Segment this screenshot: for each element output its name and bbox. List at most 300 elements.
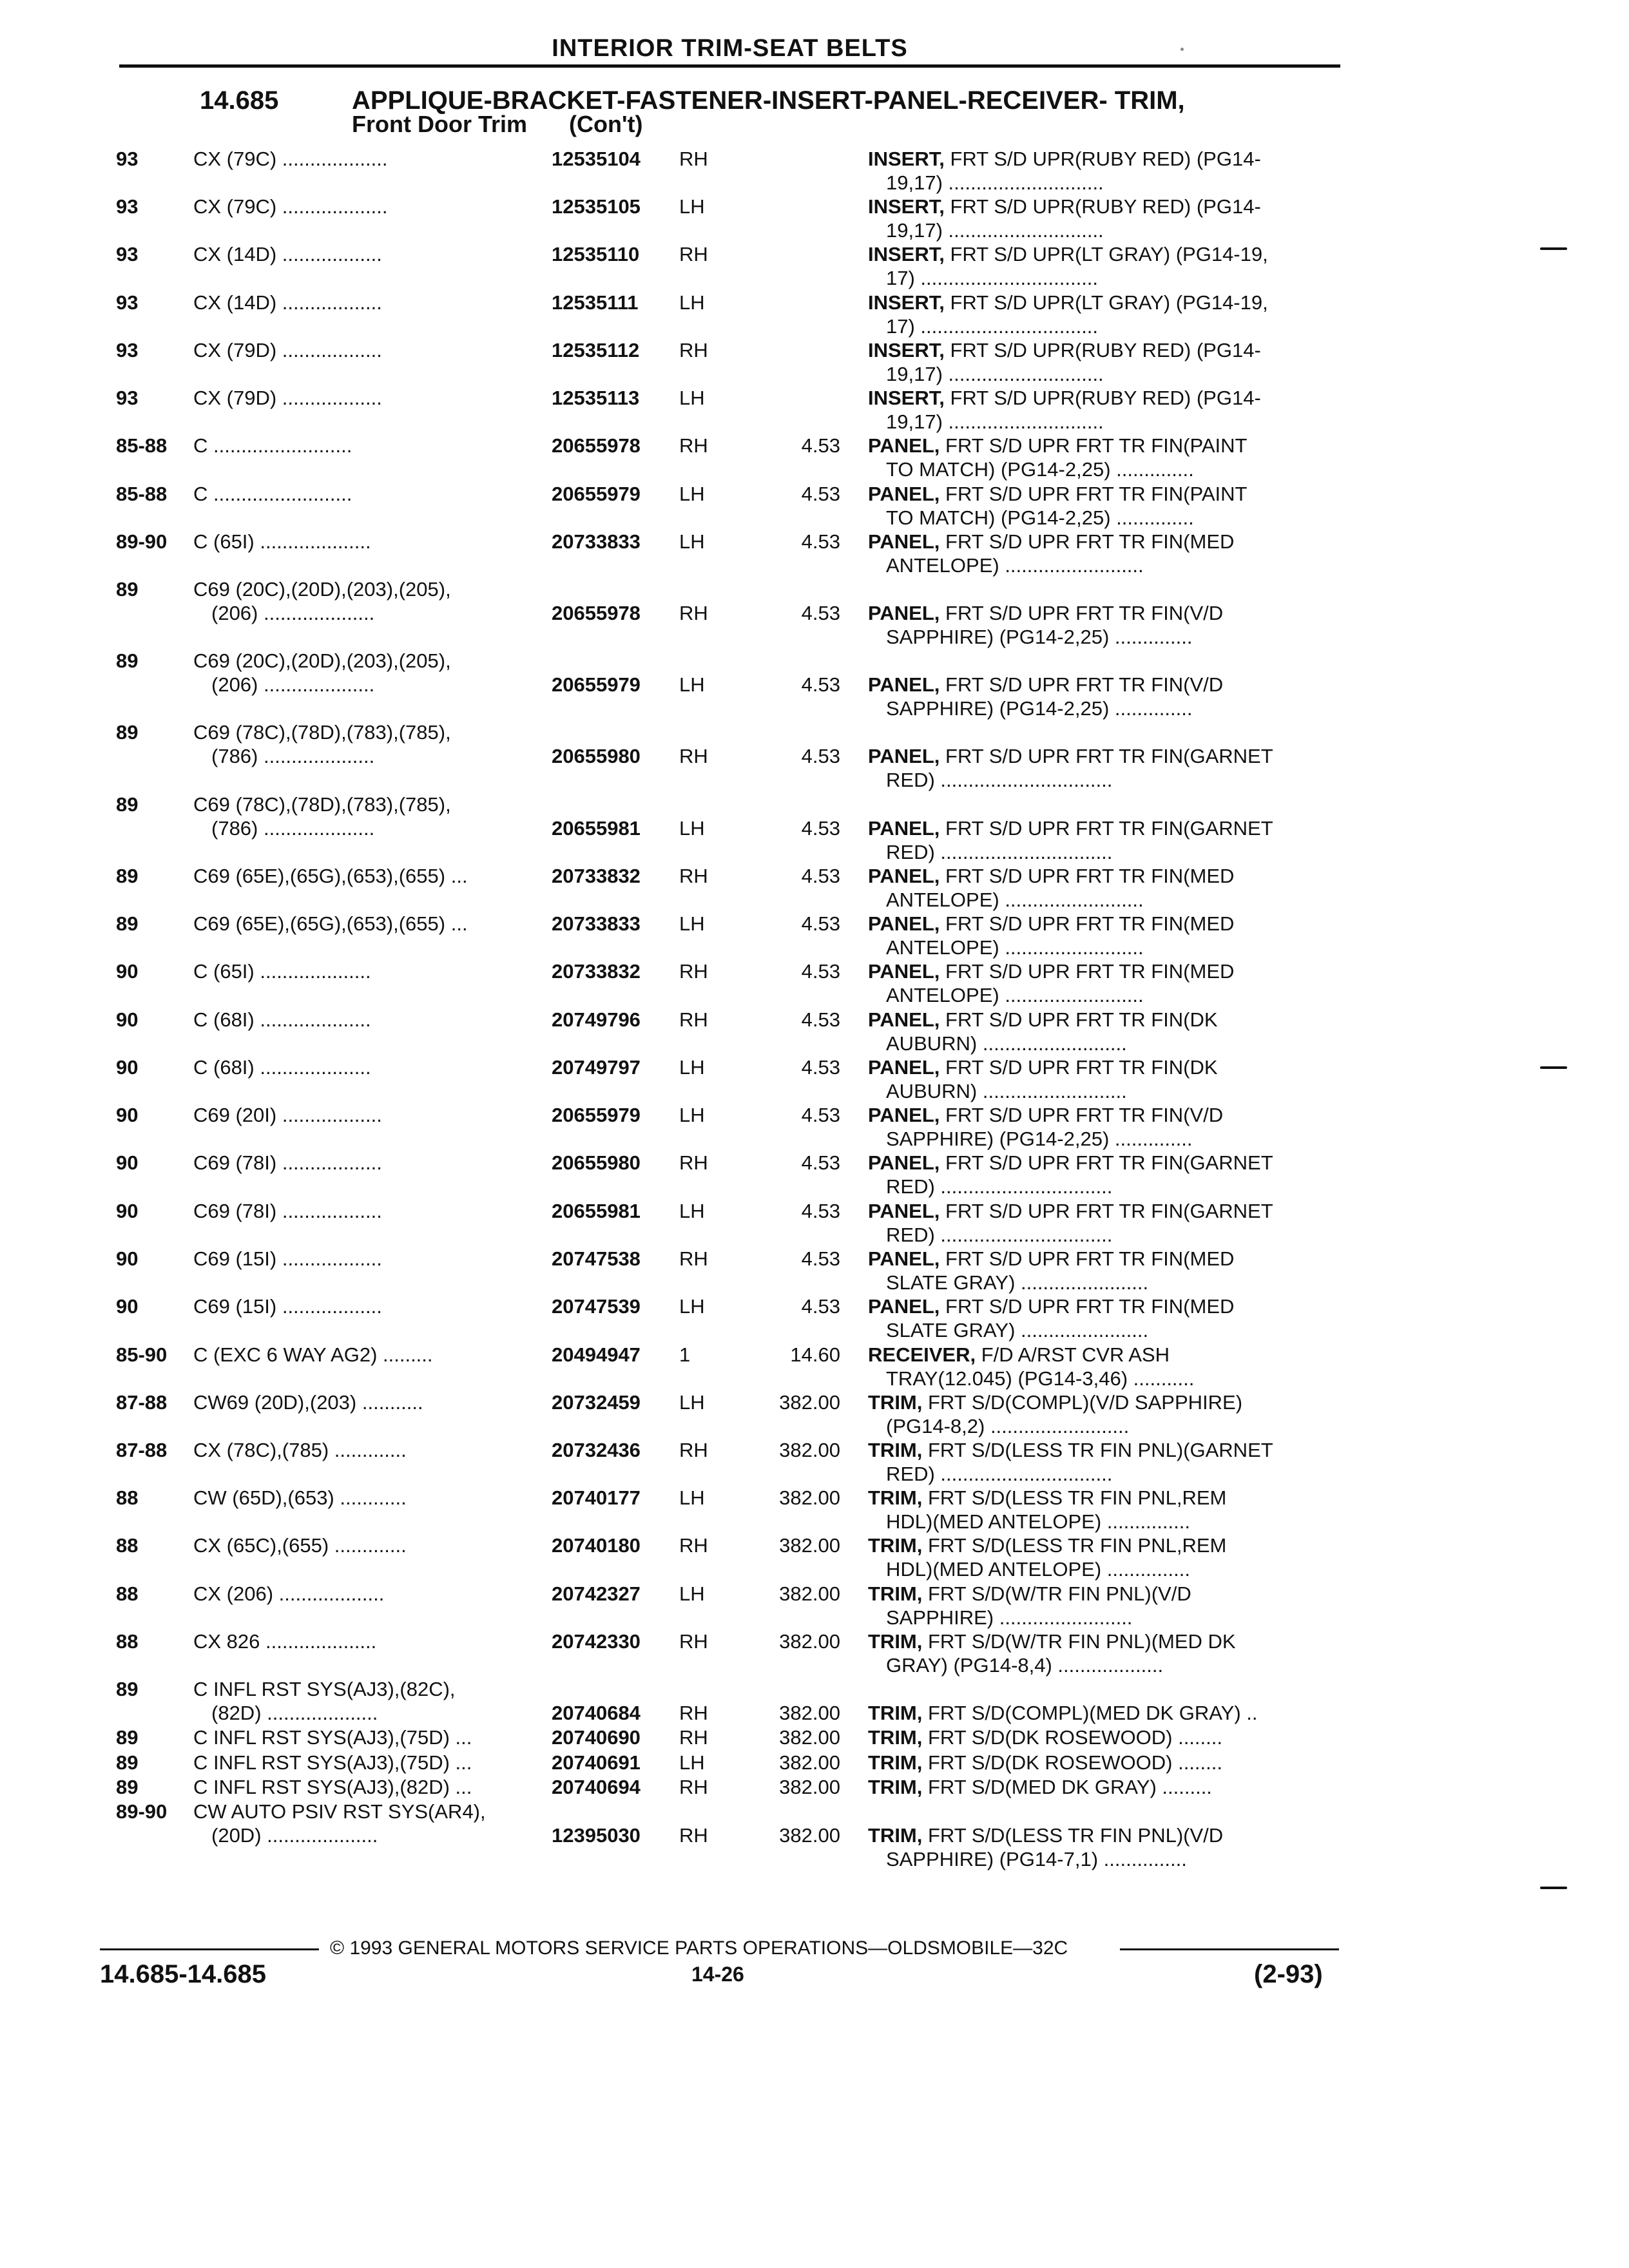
side-or-quantity: RH — [679, 434, 708, 457]
side-or-quantity: RH — [679, 745, 708, 767]
parts-row — [0, 1055, 1629, 1103]
part-description — [868, 434, 1332, 457]
parts-row — [0, 242, 1629, 290]
part-keyword: TRIM, — [868, 1534, 923, 1557]
model-line: CX (65C),(655) ............. — [193, 1534, 407, 1557]
model-line: CW (65D),(653) ............ — [193, 1486, 407, 1509]
part-description-continued: RED) ............................... — [886, 1175, 1113, 1198]
parts-row — [0, 1533, 1629, 1581]
model-line: C69 (78C),(78D),(783),(785), — [193, 721, 451, 744]
parts-row — [0, 386, 1629, 434]
model-line: C69 (20C),(20D),(203),(205), — [193, 578, 451, 601]
part-number: 20740177 — [552, 1486, 641, 1509]
part-number: 20655979 — [552, 673, 641, 696]
model-line: C INFL RST SYS(AJ3),(75D) ... — [193, 1726, 472, 1749]
part-description — [868, 242, 1332, 266]
part-description-text: FRT S/D UPR FRT TR FIN(MED — [940, 912, 1235, 935]
part-keyword: TRIM, — [868, 1726, 923, 1749]
list-price: 4.53 — [801, 1151, 840, 1174]
model-line: C69 (65E),(65G),(653),(655) ... — [193, 865, 468, 887]
list-price: 382.00 — [779, 1391, 840, 1414]
part-number: 12535112 — [552, 339, 640, 361]
part-description-continued: RED) ............................... — [886, 1463, 1113, 1485]
parts-row — [0, 1677, 1629, 1725]
part-description — [868, 1055, 1332, 1079]
part-description-continued: RED) ............................... — [886, 769, 1113, 791]
parts-row — [0, 1247, 1629, 1294]
part-description — [868, 291, 1332, 314]
part-number: 20733832 — [552, 960, 641, 983]
side-or-quantity: RH — [679, 148, 708, 170]
model-line: C (EXC 6 WAY AG2) ......... — [193, 1343, 433, 1366]
section-number: 14.685 — [200, 86, 279, 115]
list-price: 4.53 — [801, 483, 840, 505]
list-price: 382.00 — [779, 1751, 840, 1774]
parts-row — [0, 147, 1629, 195]
list-price: 4.53 — [801, 745, 840, 767]
part-description-continued: SAPPHIRE) (PG14-2,25) .............. — [886, 626, 1193, 648]
model-year: 85-88 — [116, 483, 168, 505]
parts-row — [0, 1008, 1629, 1055]
side-or-quantity: LH — [679, 912, 705, 935]
side-or-quantity: RH — [679, 602, 708, 624]
part-description — [868, 1008, 1332, 1032]
side-or-quantity: RH — [679, 339, 708, 361]
model-year: 89 — [116, 578, 139, 601]
model-year: 93 — [116, 243, 139, 265]
part-number: 20655978 — [552, 602, 641, 624]
part-number: 20655979 — [552, 483, 641, 505]
part-description-text: FRT S/D(MED DK GRAY) ......... — [922, 1776, 1212, 1798]
part-description-text: FRT S/D UPR FRT TR FIN(MED — [940, 865, 1235, 887]
footer-date: (2-93) — [1254, 1960, 1323, 1988]
model-year: 87-88 — [116, 1391, 168, 1414]
model-line: C69 (78I) .................. — [193, 1151, 382, 1174]
model-year: 93 — [116, 291, 139, 314]
part-description-text: FRT S/D UPR FRT TR FIN(V/D — [940, 1104, 1224, 1126]
part-keyword: INSERT, — [868, 387, 945, 409]
part-description-continued: SAPPHIRE) (PG14-2,25) .............. — [886, 697, 1193, 720]
part-description — [868, 147, 1332, 171]
part-description — [868, 338, 1332, 362]
part-number: 12535110 — [552, 243, 640, 265]
part-description-continued: 19,17) ............................ — [886, 171, 1104, 194]
part-description-continued: SLATE GRAY) ....................... — [886, 1319, 1149, 1341]
section-title: APPLIQUE-BRACKET-FASTENER-INSERT-PANEL-RECEIVER- TRIM, — [352, 86, 1185, 115]
model-year: 90 — [116, 1008, 139, 1031]
part-description — [868, 744, 1332, 768]
part-description — [868, 601, 1332, 625]
parts-row — [0, 1800, 1629, 1870]
model-year: 85-90 — [116, 1343, 168, 1366]
part-keyword: PANEL, — [868, 1247, 940, 1270]
list-price: 382.00 — [779, 1534, 840, 1557]
list-price: 4.53 — [801, 865, 840, 887]
part-description-text: FRT S/D(DK ROSEWOOD) ........ — [922, 1751, 1222, 1774]
parts-row — [0, 1294, 1629, 1342]
model-line: C INFL RST SYS(AJ3),(82D) ... — [193, 1776, 472, 1798]
list-price: 4.53 — [801, 1104, 840, 1126]
part-description-text: FRT S/D(COMPL)(MED DK GRAY) .. — [922, 1702, 1258, 1724]
model-line: C69 (20I) .................. — [193, 1104, 382, 1126]
part-number: 12535113 — [552, 387, 640, 409]
part-description — [868, 482, 1332, 506]
model-year: 89 — [116, 1726, 139, 1749]
part-description-continued: SAPPHIRE) (PG14-7,1) ............... — [886, 1848, 1187, 1870]
parts-row — [0, 720, 1629, 791]
part-description-text: FRT S/D UPR(RUBY RED) (PG14- — [944, 339, 1261, 361]
part-keyword: TRIM, — [868, 1751, 923, 1774]
part-description — [868, 1582, 1332, 1606]
part-number: 20655981 — [552, 1200, 641, 1222]
side-or-quantity: LH — [679, 387, 705, 409]
part-keyword: PANEL, — [868, 1295, 940, 1318]
side-or-quantity: LH — [679, 195, 705, 218]
part-number: 20749797 — [552, 1056, 641, 1079]
list-price: 4.53 — [801, 530, 840, 553]
model-year: 90 — [116, 1247, 139, 1270]
part-description-continued: GRAY) (PG14-8,4) ................... — [886, 1654, 1164, 1677]
part-description — [868, 1151, 1332, 1175]
side-or-quantity: LH — [679, 291, 705, 314]
part-description — [868, 1775, 1332, 1799]
model-year: 89 — [116, 1751, 139, 1774]
part-description-text: FRT S/D UPR FRT TR FIN(GARNET — [940, 817, 1273, 840]
part-description — [868, 1533, 1332, 1557]
part-description-continued: 17) ................................ — [886, 315, 1099, 338]
model-year: 93 — [116, 339, 139, 361]
model-year: 88 — [116, 1582, 139, 1605]
part-number: 20732459 — [552, 1391, 641, 1414]
side-or-quantity: RH — [679, 1151, 708, 1174]
part-number: 20655981 — [552, 817, 641, 840]
list-price: 4.53 — [801, 673, 840, 696]
model-year: 90 — [116, 1104, 139, 1126]
list-price: 4.53 — [801, 1247, 840, 1270]
part-description — [868, 1701, 1332, 1725]
list-price: 4.53 — [801, 1200, 840, 1222]
model-year: 89 — [116, 721, 139, 744]
part-description-continued: HDL)(MED ANTELOPE) ............... — [886, 1510, 1190, 1533]
list-price: 382.00 — [779, 1486, 840, 1509]
model-year: 88 — [116, 1534, 139, 1557]
part-description — [868, 530, 1332, 553]
side-or-quantity: RH — [679, 1439, 708, 1461]
parts-row — [0, 338, 1629, 386]
model-year: 89 — [116, 912, 139, 935]
model-line-continued: (20D) .................... — [211, 1824, 378, 1847]
list-price: 4.53 — [801, 434, 840, 457]
model-line: C ......................... — [193, 434, 352, 457]
part-description-continued: AUBURN) .......................... — [886, 1032, 1127, 1055]
part-description — [868, 673, 1332, 697]
side-or-quantity: RH — [679, 1247, 708, 1270]
model-line: C INFL RST SYS(AJ3),(75D) ... — [193, 1751, 472, 1774]
part-keyword: PANEL, — [868, 530, 940, 553]
side-or-quantity: RH — [679, 960, 708, 983]
side-or-quantity: RH — [679, 1726, 708, 1749]
parts-row — [0, 1629, 1629, 1677]
part-keyword: PANEL, — [868, 745, 940, 767]
part-keyword: INSERT, — [868, 195, 945, 218]
footer-section-range: 14.685-14.685 — [100, 1960, 267, 1988]
model-year: 87-88 — [116, 1439, 168, 1461]
side-or-quantity: RH — [679, 1776, 708, 1798]
page-header-title: INTERIOR TRIM-SEAT BELTS — [552, 35, 908, 62]
part-keyword: TRIM, — [868, 1439, 923, 1461]
model-year: 88 — [116, 1630, 139, 1653]
parts-row — [0, 959, 1629, 1007]
part-description — [868, 1343, 1332, 1367]
part-number: 20747539 — [552, 1295, 641, 1318]
part-description-continued: SAPPHIRE) ........................ — [886, 1606, 1133, 1629]
part-description — [868, 195, 1332, 218]
footer-page-number: 14-26 — [691, 1963, 744, 1986]
model-year: 88 — [116, 1486, 139, 1509]
part-description-text: FRT S/D UPR(RUBY RED) (PG14- — [944, 387, 1261, 409]
part-number: 20655980 — [552, 745, 641, 767]
part-number: 20740694 — [552, 1776, 641, 1798]
side-or-quantity: LH — [679, 1486, 705, 1509]
part-number: 20740180 — [552, 1534, 641, 1557]
list-price: 382.00 — [779, 1702, 840, 1724]
part-description-continued: TO MATCH) (PG14-2,25) .............. — [886, 458, 1194, 481]
part-keyword: PANEL, — [868, 1056, 940, 1079]
part-number: 20494947 — [552, 1343, 641, 1366]
model-line: CX (79C) ................... — [193, 148, 388, 170]
margin-mark — [1540, 247, 1567, 250]
part-keyword: PANEL, — [868, 817, 940, 840]
part-number: 20742330 — [552, 1630, 641, 1653]
side-or-quantity: LH — [679, 1056, 705, 1079]
parts-row — [0, 1438, 1629, 1486]
list-price: 382.00 — [779, 1582, 840, 1605]
part-description-text: FRT S/D(W/TR FIN PNL)(V/D — [922, 1582, 1191, 1605]
list-price: 4.53 — [801, 912, 840, 935]
model-line: C (68I) .................... — [193, 1008, 371, 1031]
model-year: 90 — [116, 1056, 139, 1079]
model-year: 90 — [116, 1151, 139, 1174]
part-keyword: PANEL, — [868, 673, 940, 696]
part-description — [868, 816, 1332, 840]
part-description — [868, 1438, 1332, 1462]
part-description-continued: ANTELOPE) ......................... — [886, 889, 1144, 911]
list-price: 382.00 — [779, 1776, 840, 1798]
model-line: CX (79C) ................... — [193, 195, 388, 218]
part-keyword: TRIM, — [868, 1630, 923, 1653]
side-or-quantity: LH — [679, 673, 705, 696]
model-line: CW69 (20D),(203) ........... — [193, 1391, 423, 1414]
part-description-text: FRT S/D UPR(LT GRAY) (PG14-19, — [944, 243, 1268, 265]
section-subtitle-text: Front Door Trim — [352, 111, 527, 137]
part-keyword: TRIM, — [868, 1391, 923, 1414]
part-keyword: PANEL, — [868, 1200, 940, 1222]
part-keyword: INSERT, — [868, 339, 945, 361]
part-description-continued: 17) ................................ — [886, 267, 1099, 289]
part-number: 20732436 — [552, 1439, 641, 1461]
model-year: 93 — [116, 387, 139, 409]
part-description-text: FRT S/D UPR FRT TR FIN(PAINT — [940, 483, 1248, 505]
part-description-continued: RED) ............................... — [886, 1224, 1113, 1246]
part-description-continued: TRAY(12.045) (PG14-3,46) ........... — [886, 1367, 1195, 1390]
part-number: 20747538 — [552, 1247, 641, 1270]
part-description-continued: 19,17) ............................ — [886, 410, 1104, 433]
part-number: 12535104 — [552, 148, 641, 170]
margin-mark — [1540, 1887, 1567, 1889]
part-description-text: FRT S/D(LESS TR FIN PNL,REM — [922, 1534, 1227, 1557]
part-keyword: TRIM, — [868, 1824, 923, 1847]
model-line-continued: (82D) .................... — [211, 1702, 378, 1724]
part-description — [868, 1390, 1332, 1414]
part-description-continued: ANTELOPE) ......................... — [886, 936, 1144, 959]
parts-row — [0, 1199, 1629, 1247]
part-description-text: FRT S/D UPR(RUBY RED) (PG14- — [944, 195, 1261, 218]
model-year: 90 — [116, 960, 139, 983]
part-keyword: PANEL, — [868, 960, 940, 983]
model-year: 85-88 — [116, 434, 168, 457]
parts-row — [0, 1390, 1629, 1438]
part-keyword: RECEIVER, — [868, 1343, 976, 1366]
footer-rule-right — [1120, 1948, 1339, 1950]
model-line: CX (14D) .................. — [193, 291, 382, 314]
part-keyword: TRIM, — [868, 1582, 923, 1605]
part-description — [868, 912, 1332, 936]
model-line: C69 (65E),(65G),(653),(655) ... — [193, 912, 468, 935]
part-description-text: FRT S/D UPR FRT TR FIN(MED — [940, 1247, 1235, 1270]
part-keyword: PANEL, — [868, 483, 940, 505]
parts-row — [0, 482, 1629, 530]
part-number: 20749796 — [552, 1008, 641, 1031]
part-description-text: FRT S/D UPR FRT TR FIN(DK — [940, 1056, 1218, 1079]
model-year: 89 — [116, 1678, 139, 1700]
model-line: C69 (78C),(78D),(783),(785), — [193, 793, 451, 816]
list-price: 382.00 — [779, 1439, 840, 1461]
part-keyword: PANEL, — [868, 1008, 940, 1031]
part-keyword: TRIM, — [868, 1702, 923, 1724]
parts-row — [0, 434, 1629, 481]
part-keyword: PANEL, — [868, 1151, 940, 1174]
model-line: C69 (15I) .................. — [193, 1247, 382, 1270]
part-description — [868, 1294, 1332, 1318]
part-description-text: FRT S/D UPR FRT TR FIN(MED — [940, 1295, 1235, 1318]
parts-row — [0, 1103, 1629, 1151]
side-or-quantity: LH — [679, 530, 705, 553]
parts-row — [0, 195, 1629, 242]
model-line-continued: (206) .................... — [211, 673, 375, 696]
part-number: 12535105 — [552, 195, 641, 218]
list-price: 382.00 — [779, 1824, 840, 1847]
list-price: 4.53 — [801, 1295, 840, 1318]
model-line-continued: (786) .................... — [211, 745, 375, 767]
model-line-continued: (206) .................... — [211, 602, 375, 624]
side-or-quantity: LH — [679, 1104, 705, 1126]
parts-row — [0, 1343, 1629, 1390]
part-description-text: FRT S/D UPR(RUBY RED) (PG14- — [944, 148, 1261, 170]
parts-row — [0, 793, 1629, 863]
parts-row — [0, 912, 1629, 959]
part-keyword: PANEL, — [868, 865, 940, 887]
part-description — [868, 1103, 1332, 1127]
part-number: 20733832 — [552, 865, 641, 887]
parts-row — [0, 291, 1629, 338]
side-or-quantity: LH — [679, 1582, 705, 1605]
list-price: 14.60 — [790, 1343, 840, 1366]
part-number: 20742327 — [552, 1582, 641, 1605]
part-keyword: INSERT, — [868, 148, 945, 170]
side-or-quantity: 1 — [679, 1343, 691, 1366]
part-description-text: F/D A/RST CVR ASH — [976, 1343, 1170, 1366]
part-keyword: TRIM, — [868, 1486, 923, 1509]
part-keyword: INSERT, — [868, 291, 945, 314]
list-price: 4.53 — [801, 1056, 840, 1079]
part-description — [868, 386, 1332, 410]
part-keyword: INSERT, — [868, 243, 945, 265]
model-line: C (68I) .................... — [193, 1056, 371, 1079]
model-line: C ......................... — [193, 483, 352, 505]
part-description-continued: SAPPHIRE) (PG14-2,25) .............. — [886, 1128, 1193, 1150]
side-or-quantity: RH — [679, 865, 708, 887]
part-number: 20740691 — [552, 1751, 641, 1774]
parts-row — [0, 577, 1629, 648]
model-line: C69 (20C),(20D),(203),(205), — [193, 649, 451, 672]
model-year: 93 — [116, 148, 139, 170]
model-year: 89 — [116, 649, 139, 672]
side-or-quantity: RH — [679, 1702, 708, 1724]
part-description-text: FRT S/D(LESS TR FIN PNL,REM — [922, 1486, 1227, 1509]
part-number: 20740690 — [552, 1726, 641, 1749]
part-description-continued: RED) ............................... — [886, 841, 1113, 863]
footer-rule-left — [100, 1948, 319, 1950]
part-description — [868, 1486, 1332, 1510]
part-description-continued: ANTELOPE) ......................... — [886, 554, 1144, 577]
parts-row — [0, 864, 1629, 912]
side-or-quantity: RH — [679, 1824, 708, 1847]
part-description — [868, 959, 1332, 983]
model-line: C69 (15I) .................. — [193, 1295, 382, 1318]
part-description-text: FRT S/D UPR FRT TR FIN(V/D — [940, 602, 1224, 624]
list-price: 382.00 — [779, 1726, 840, 1749]
part-number: 20655978 — [552, 434, 641, 457]
part-description-text: FRT S/D(W/TR FIN PNL)(MED DK — [922, 1630, 1236, 1653]
part-description-continued: 19,17) ............................ — [886, 363, 1104, 385]
part-description-text: FRT S/D UPR FRT TR FIN(MED — [940, 530, 1235, 553]
footer-copyright: © 1993 GENERAL MOTORS SERVICE PARTS OPERATIONS—OLDSMOBILE—32C — [330, 1937, 1068, 1959]
model-year: 89-90 — [116, 1800, 168, 1823]
part-description-text: FRT S/D UPR FRT TR FIN(DK — [940, 1008, 1218, 1031]
part-description-text: FRT S/D UPR FRT TR FIN(GARNET — [940, 1200, 1273, 1222]
side-or-quantity: RH — [679, 243, 708, 265]
side-or-quantity: LH — [679, 483, 705, 505]
parts-row — [0, 649, 1629, 720]
part-number: 20733833 — [552, 530, 641, 553]
part-description-text: FRT S/D UPR FRT TR FIN(PAINT — [940, 434, 1248, 457]
model-line-continued: (786) .................... — [211, 817, 375, 840]
model-line: C69 (78I) .................. — [193, 1200, 382, 1222]
model-year: 90 — [116, 1200, 139, 1222]
model-line: C (65I) .................... — [193, 530, 371, 553]
part-description-text: FRT S/D(LESS TR FIN PNL)(V/D — [922, 1824, 1224, 1847]
side-or-quantity: RH — [679, 1008, 708, 1031]
model-line: CX (78C),(785) ............. — [193, 1439, 407, 1461]
parts-row — [0, 530, 1629, 577]
part-description-text: FRT S/D UPR FRT TR FIN(MED — [940, 960, 1235, 983]
model-line: CX (14D) .................. — [193, 243, 382, 265]
part-description — [868, 1629, 1332, 1653]
part-description-text: FRT S/D UPR(LT GRAY) (PG14-19, — [944, 291, 1268, 314]
part-description-continued: AUBURN) .......................... — [886, 1080, 1127, 1102]
part-description-text: FRT S/D UPR FRT TR FIN(GARNET — [940, 1151, 1273, 1174]
part-keyword: PANEL, — [868, 602, 940, 624]
